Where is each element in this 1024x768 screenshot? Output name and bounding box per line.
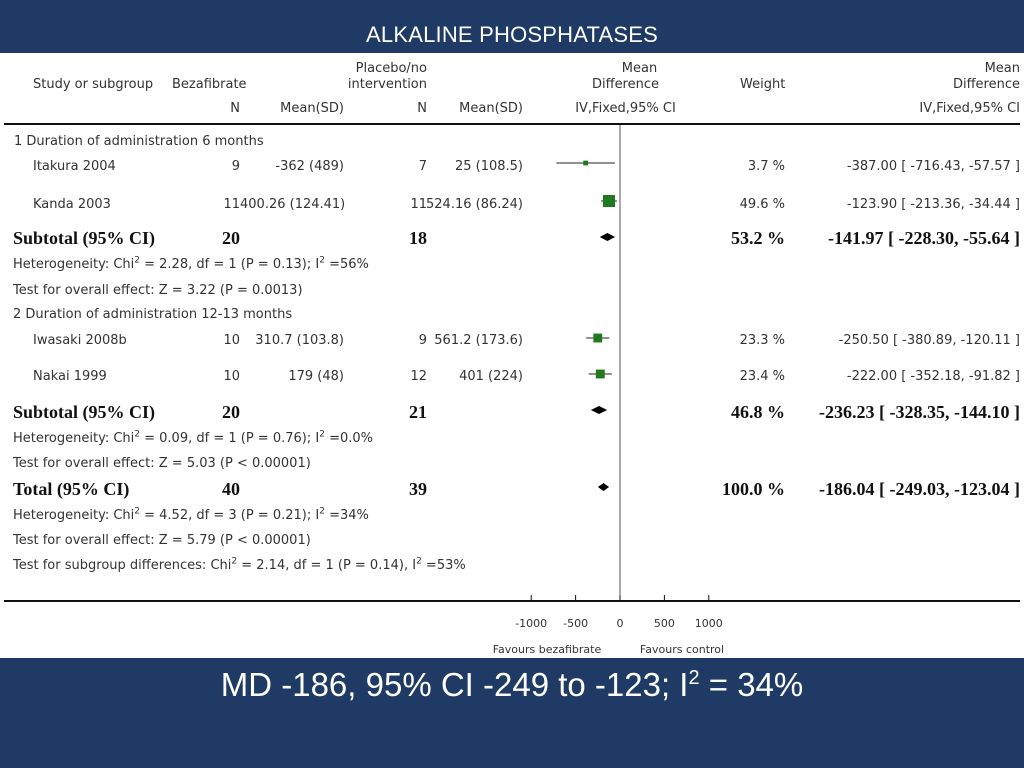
group-title: 1 Duration of administration 6 months [14, 134, 264, 149]
study-pla-mean: 25 (108.5) [454, 159, 523, 174]
header-md-3: IV,Fixed,95% CI [575, 101, 676, 116]
summary-text: MD -186, 95% CI -249 to -123; $I^2 = 34\%$ [220, 666, 804, 703]
study-effect-square [596, 370, 605, 379]
header-bez-mean: Mean(SD) [280, 101, 344, 116]
study-pla-mean: 561.2 (173.6) [434, 333, 523, 348]
study-effect-square [593, 334, 602, 343]
study-pla-mean: 401 (224) [459, 369, 523, 384]
x-tick-label: 0 [616, 617, 624, 630]
total-bez-n: 40 [222, 479, 240, 499]
x-tick-label: 500 [653, 617, 675, 630]
header-pla-mean: Mean(SD) [459, 101, 523, 116]
study-name: Kanda 2003 [33, 197, 111, 212]
study-name: Iwasaki 2008b [33, 333, 127, 348]
forest-graphics [0, 53, 1024, 658]
study-bez-mean: 400.26 (124.41) [240, 197, 346, 212]
header-placebo-2: intervention [347, 77, 427, 92]
study-effect-square [603, 195, 615, 207]
total-label: Total (95% CI) [13, 479, 130, 499]
study-pla-n: 12 [410, 369, 427, 384]
x-tick-label: -500 [563, 617, 589, 630]
study-name: Itakura 2004 [33, 159, 116, 174]
header-bez-n: N [230, 101, 240, 116]
study-pla-n: 11 [410, 197, 427, 212]
study-weight: 23.4 % [739, 369, 785, 384]
overall-effect-text: Test for overall effect: Z = 3.22 (P = 0.0013) [13, 283, 303, 298]
subtotal-bez-n: 20 [222, 228, 240, 248]
study-ci: -222.00 [ -352.18, -91.82 ] [846, 369, 1020, 384]
subtotal-weight: 53.2 % [731, 228, 785, 248]
forest-plot [0, 53, 1024, 658]
header-weight: Weight [740, 77, 786, 92]
study-pla-n: 7 [418, 159, 427, 174]
study-ci: -123.90 [ -213.36, -34.44 ] [846, 197, 1020, 212]
subtotal-ci: -141.97 [ -228.30, -55.64 ] [828, 228, 1020, 248]
header-pla-n: N [417, 101, 427, 116]
study-bez-mean: -362 (489) [275, 159, 344, 174]
subtotal-label: Subtotal (95% CI) [13, 228, 156, 248]
total-weight: 100.0 % [722, 479, 785, 499]
header-md-1: Mean [621, 61, 658, 76]
subtotal-bez-n: 20 [222, 402, 240, 422]
overall-effect-text: Test for overall effect: Z = 5.79 (P < 0.00001) [13, 533, 311, 548]
subtotal-label: Subtotal (95% CI) [13, 402, 156, 422]
study-weight: 23.3 % [739, 333, 785, 348]
study-bez-n: 10 [223, 369, 240, 384]
subtotal-pla-n: 18 [409, 228, 427, 248]
subtotal-ci: -236.23 [ -328.35, -144.10 ] [819, 402, 1020, 422]
x-tick-label: 1000 [694, 617, 723, 630]
subtotal-weight: 46.8 % [731, 402, 785, 422]
header-md2-3: IV,Fixed,95% CI [919, 101, 1020, 116]
study-weight: 3.7 % [747, 159, 785, 174]
title-bar [0, 0, 1024, 53]
study-bez-mean: 179 (48) [288, 369, 344, 384]
study-ci: -250.50 [ -380.89, -120.11 ] [838, 333, 1020, 348]
summary-bar [0, 658, 1024, 768]
study-bez-n: 11 [223, 197, 240, 212]
pooled-diamond [600, 233, 615, 241]
study-effect-square [583, 161, 588, 166]
header-md2-1: Mean [984, 61, 1020, 76]
study-bez-n: 9 [231, 159, 240, 174]
slide-title: ALKALINE PHOSPHATASES [366, 22, 658, 47]
study-weight: 49.6 % [739, 197, 785, 212]
study-pla-mean: 524.16 (86.24) [426, 197, 523, 212]
header-md2-2: Difference [952, 77, 1020, 92]
overall-effect-text: Test for overall effect: Z = 5.03 (P < 0.00001) [13, 456, 311, 471]
favours-right-label: Favours control [639, 643, 725, 656]
subgroup-differences-text: Test for subgroup differences: Chi$^2$ = 2.14, df = 1 (P = 0.14), $I^2 =53\%$ [13, 556, 466, 573]
total-ci: -186.04 [ -249.03, -123.04 ] [819, 479, 1020, 499]
pooled-diamond [591, 406, 607, 414]
pooled-diamond [598, 483, 609, 491]
heterogeneity-text: Heterogeneity: Chi$^2$ = 0.09, df = 1 (P = 0.76); $I^2 =0.0\%$ [13, 429, 373, 446]
study-bez-mean: 310.7 (103.8) [255, 333, 344, 348]
header-bezafibrate: Bezafibrate [172, 77, 247, 92]
study-bez-n: 10 [223, 333, 240, 348]
header-study: Study or subgroup [33, 77, 154, 92]
subtotal-pla-n: 21 [409, 402, 427, 422]
x-tick-label: -1000 [515, 617, 548, 630]
study-pla-n: 9 [418, 333, 427, 348]
group-title: 2 Duration of administration 12-13 months [13, 307, 293, 322]
heterogeneity-text: Heterogeneity: Chi$^2$ = 4.52, df = 3 (P = 0.21); $I^2 =34\%$ [13, 506, 369, 523]
header-md-2: Difference [591, 77, 660, 92]
total-pla-n: 39 [409, 479, 427, 499]
favours-left-label: Favours bezafibrate [492, 643, 602, 656]
study-name: Nakai 1999 [33, 369, 107, 384]
heterogeneity-text: Heterogeneity: Chi$^2$ = 2.28, df = 1 (P = 0.13); $I^2 =56\%$ [13, 255, 369, 272]
study-ci: -387.00 [ -716.43, -57.57 ] [846, 159, 1020, 174]
header-placebo-1: Placebo/no [355, 61, 427, 76]
